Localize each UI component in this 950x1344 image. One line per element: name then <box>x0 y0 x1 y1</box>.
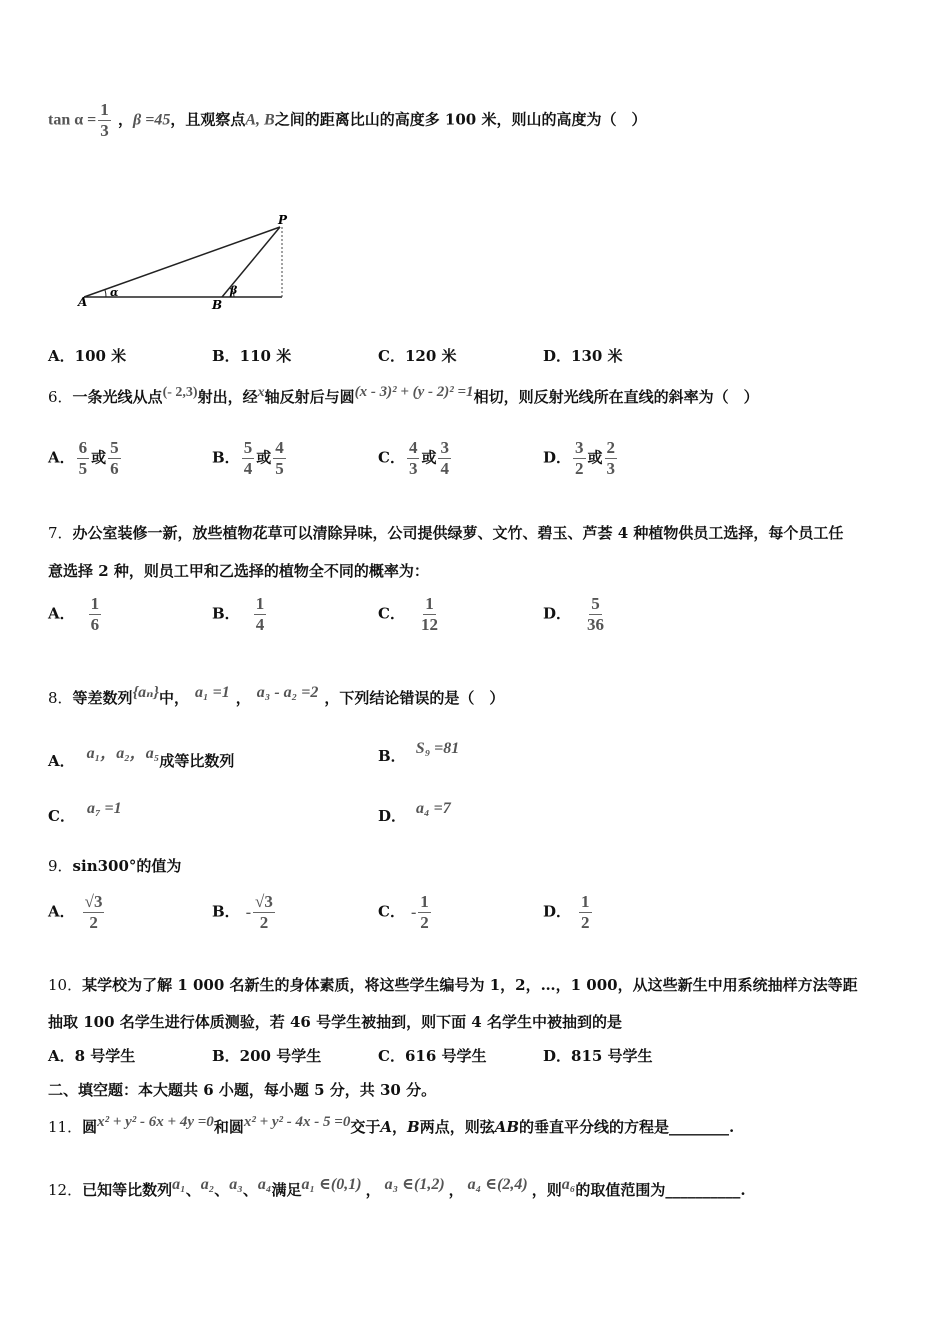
tan-alpha: tan α = <box>48 111 97 129</box>
q10-stem-line2: 抽取 100 名学生进行体质测验，若 46 号学生被抽到，则下面 4 名学生中被抽到的是 <box>48 1013 622 1031</box>
q8-option-b[interactable]: B． S₉ =81 <box>378 740 460 765</box>
q12-stem: 12．已知等比数列a₁、a₂、a₃、a₄满足a₁ ∈(0,1) ， a₃ ∈(1,2) ， a₄ ∈(2,4) ，则a₆的取值范围为__________. <box>48 1176 746 1199</box>
q6-option-b[interactable]: B． $\frac{5}{4}$ 或 $\frac{4}{5}$ <box>212 438 284 478</box>
section-2-heading: 二、填空题：本大题共 6 小题，每小题 5 分，共 30 分。 <box>48 1081 437 1099</box>
q9-option-a[interactable]: A． $\frac{√3}{2}$ <box>48 892 103 932</box>
q6-option-a[interactable]: A． $\frac{6}{5}$ 或 $\frac{5}{6}$ <box>48 438 119 478</box>
q9-option-c[interactable]: C． - $\frac{1}{2}$ <box>378 892 429 932</box>
label-P: P <box>278 213 288 227</box>
label-alpha: α <box>110 286 119 299</box>
q10-stem-line1: 10．某学校为了解 1 000 名新生的身体素质，将这些学生编号为 1，2，…，1 000，从这些新生中用系统抽样方法等距 <box>48 976 858 994</box>
q6-stem: 6．一条光线从点(- 2,3)射出，经x轴反射后与圆(x - 3)² + (y - 2)² =1相切，则反射光线所在直线的斜率为（ ） <box>48 384 759 406</box>
q7-option-c[interactable]: C． $\frac{1}{12}$ <box>378 594 438 634</box>
q5-condition-line: tan α = $\frac{1}{3}$ ，β =45，且观察点A, B之间的距离比山的高度多 100 米，则山的高度为（ ） <box>48 100 647 140</box>
q5-option-a[interactable]: A．100 米 <box>48 347 127 365</box>
q9-option-d[interactable]: D． $\frac{1}{2}$ <box>543 892 590 932</box>
q6-option-c[interactable]: C． $\frac{4}{3}$ 或 $\frac{3}{4}$ <box>378 438 449 478</box>
q10-option-d[interactable]: D．815 号学生 <box>543 1047 653 1065</box>
q7-stem-line1: 7．办公室装修一新，放些植物花草可以清除异味，公司提供绿萝、文竹、碧玉、芦荟 4 种植物供员工选择，每个员工任 <box>48 524 844 542</box>
q8-option-c[interactable]: C． a₇ =1 <box>48 800 122 825</box>
q9-stem: 9．sin300°的值为 <box>48 857 182 875</box>
label-B: B <box>212 298 223 312</box>
q7-option-a[interactable]: A． $\frac{1}{6}$ <box>48 594 100 634</box>
mountain-figure <box>76 210 296 315</box>
q8-stem: 8．等差数列{aₙ}中， a₁ =1 ， a₃ - a₂ =2 ，下列结论错误的是（ ） <box>48 684 505 707</box>
q8-option-d[interactable]: D． a₄ =7 <box>378 800 451 825</box>
q7-option-b[interactable]: B． $\frac{1}{4}$ <box>212 594 265 634</box>
label-A: A <box>78 295 88 309</box>
q10-option-c[interactable]: C．616 号学生 <box>378 1047 487 1065</box>
q8-option-a[interactable]: A． a₁，a₂，a₅成等比数列 <box>48 745 235 770</box>
q7-option-d[interactable]: D． $\frac{5}{36}$ <box>543 594 605 634</box>
q10-option-a[interactable]: A．8 号学生 <box>48 1047 136 1065</box>
beta-value: β =45 <box>133 111 171 129</box>
q10-option-b[interactable]: B．200 号学生 <box>212 1047 322 1065</box>
label-beta: β <box>230 284 238 297</box>
q5-option-d[interactable]: D．130 米 <box>543 347 623 365</box>
q11-stem: 11．圆x² + y² - 6x + 4y =0和圆x² + y² - 4x - 5 =0交于A，B两点，则弦AB的垂直平分线的方程是________. <box>48 1114 735 1136</box>
q6-option-d[interactable]: D． $\frac{3}{2}$ 或 $\frac{2}{3}$ <box>543 438 616 478</box>
tan-fraction: $\frac{1}{3}$ <box>100 100 109 140</box>
q7-stem-line2: 意选择 2 种，则员工甲和乙选择的植物全不同的概率为： <box>48 562 429 580</box>
q9-option-b[interactable]: B． - $\frac{√3}{2}$ <box>212 892 273 932</box>
q5-option-c[interactable]: C．120 米 <box>378 347 457 365</box>
q5-option-b[interactable]: B．110 米 <box>212 347 292 365</box>
